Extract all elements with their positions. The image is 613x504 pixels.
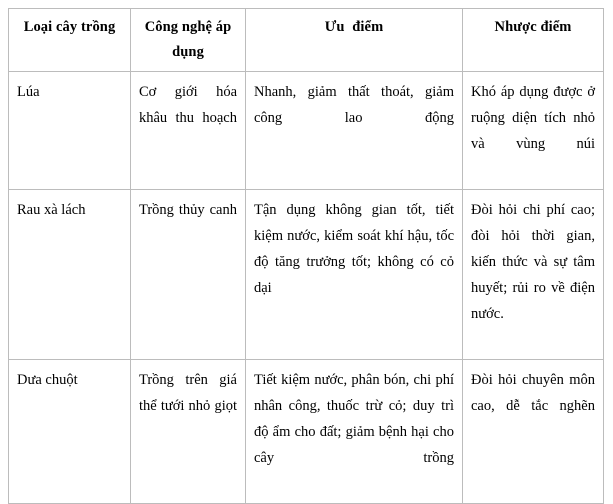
cell-crop xyxy=(9,190,131,360)
table-row xyxy=(9,190,604,360)
cell-advantages xyxy=(246,190,463,360)
cell-technology xyxy=(131,360,246,504)
cell-advantages-text: Tận dụng không gian tốt, tiết kiệm nước, kiểm soát khí hậu, tốc độ tăng trưởng tốt; không có cỏ dại xyxy=(254,202,454,296)
cell-disadvantages xyxy=(463,190,604,360)
table-row xyxy=(9,72,604,190)
column-header-disadvantages-label: Nhược điểm xyxy=(494,19,572,35)
cell-disadvantages xyxy=(463,360,604,504)
cell-disadvantages xyxy=(463,72,604,190)
cell-disadvantages-text: Khó áp dụng được ở ruộng diện tích nhỏ và vùng núi xyxy=(471,84,595,152)
cell-technology-text: Trồng thủy canh xyxy=(139,202,237,218)
column-header-technology-label: Công nghệ áp dụng xyxy=(144,19,232,60)
crop-technology-table xyxy=(8,8,604,504)
cell-crop xyxy=(9,72,131,190)
cell-technology xyxy=(131,190,246,360)
cell-advantages-text: Tiết kiệm nước, phân bón, chi phí nhân công, thuốc trừ cỏ; duy trì độ ẩm cho đất; giảm bệnh hại cho cây trồng xyxy=(254,372,454,466)
table-header xyxy=(9,9,604,72)
column-header-technology xyxy=(131,9,246,72)
column-header-advantages-label: Ưu điểm xyxy=(324,19,384,35)
cell-technology-text: Trồng trên giá thể tưới nhỏ giọt xyxy=(139,372,237,414)
table-header-row xyxy=(9,9,604,72)
cell-crop xyxy=(9,360,131,504)
cell-advantages xyxy=(246,360,463,504)
column-header-advantages xyxy=(246,9,463,72)
cell-crop-text: Rau xà lách xyxy=(17,202,86,218)
cell-advantages xyxy=(246,72,463,190)
cell-crop-text: Lúa xyxy=(17,84,40,100)
cell-technology xyxy=(131,72,246,190)
column-header-crop xyxy=(9,9,131,72)
cell-disadvantages-text: Đòi hỏi chuyên môn cao, dễ tắc nghẽn xyxy=(471,372,595,414)
cell-disadvantages-text: Đòi hỏi chi phí cao; đòi hỏi thời gian, kiến thức và sự tâm huyết; rủi ro về điện nước. xyxy=(471,202,595,322)
column-header-crop-label: Loại cây trồng xyxy=(23,19,116,35)
cell-crop-text: Dưa chuột xyxy=(17,372,78,388)
column-header-disadvantages xyxy=(463,9,604,72)
cell-advantages-text: Nhanh, giảm thất thoát, giảm công lao động xyxy=(254,84,454,126)
table-body xyxy=(9,72,604,504)
table-row xyxy=(9,360,604,504)
cell-technology-text: Cơ giới hóa khâu thu hoạch xyxy=(139,84,237,126)
